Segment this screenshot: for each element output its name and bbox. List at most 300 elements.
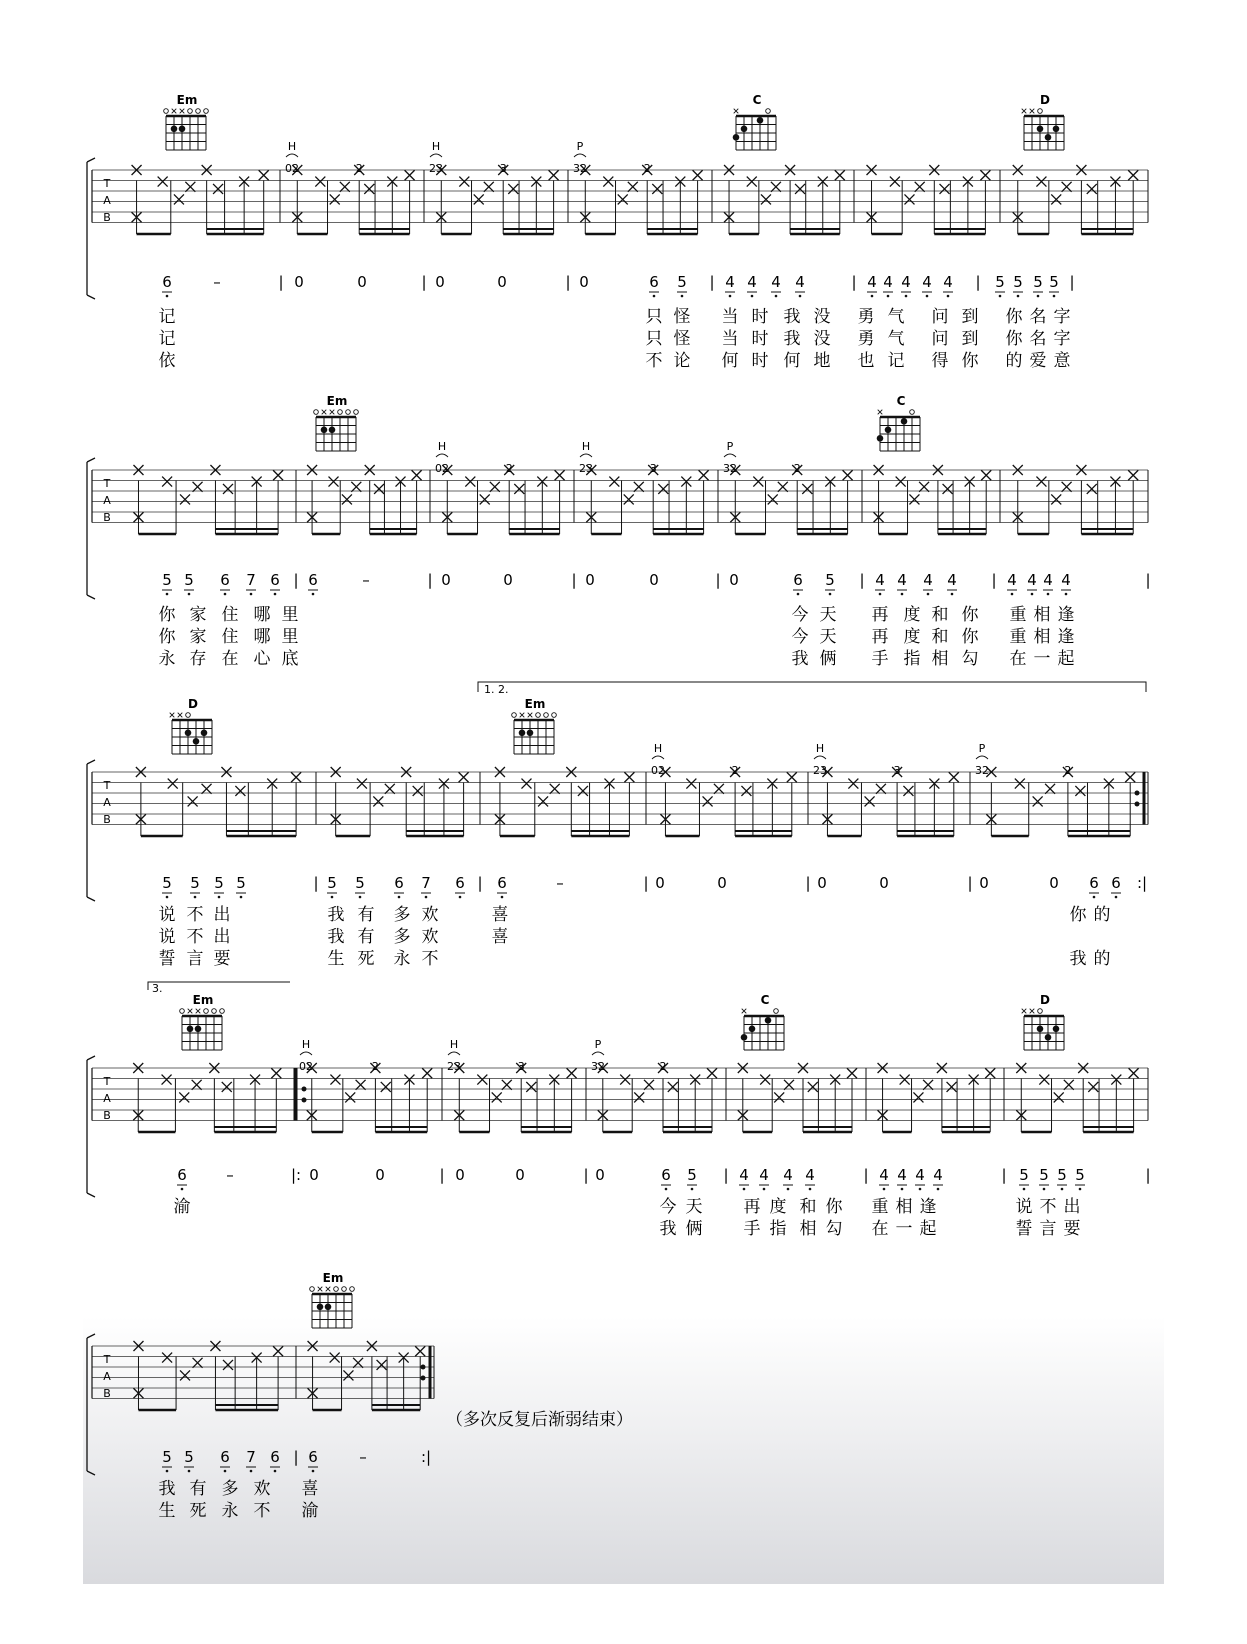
notation-note: 7 — [421, 874, 431, 892]
lyric-char: 住 — [221, 605, 239, 625]
lyric-char: 我 — [327, 905, 345, 925]
lyric-char: 言 — [186, 949, 204, 969]
lyric-char: 你 — [825, 1197, 843, 1217]
notation-note: – — [556, 874, 564, 892]
lyric-char: 住 — [221, 627, 239, 647]
lyric-char: 俩 — [685, 1219, 703, 1239]
tab-x-mark — [514, 484, 524, 494]
lyric-char: 何 — [721, 351, 739, 371]
tab-x-mark — [768, 494, 778, 504]
lyric-char: 不 — [421, 949, 439, 969]
tab-x-mark — [618, 194, 628, 204]
volta-label: 3. — [152, 982, 163, 995]
chord-diagram-d — [170, 697, 212, 754]
notation-note: | — [723, 1166, 729, 1184]
lyric-char: 逢 — [1057, 605, 1075, 625]
notation-note: 5 — [1075, 1166, 1085, 1184]
lyric-char: 里 — [281, 605, 299, 625]
lyric-char: 逢 — [1057, 627, 1075, 647]
lyric-char: 天 — [685, 1197, 703, 1217]
lyric-char: 意 — [1053, 351, 1071, 371]
notation-note: | — [421, 273, 427, 291]
lyric-char: 出 — [213, 905, 231, 925]
chord-name: Em — [322, 1271, 344, 1285]
chord-name: C — [760, 993, 770, 1007]
fret-number: 02 — [435, 462, 449, 475]
notation-note: 0 — [375, 1166, 385, 1184]
notation-note: 0 — [879, 874, 889, 892]
technique-mark: P — [576, 140, 584, 153]
lyric-char: 一 — [1033, 649, 1051, 669]
notation-note: 4 — [901, 273, 911, 291]
tab-clef-letter: A — [103, 494, 111, 507]
notation-note: 0 — [294, 273, 304, 291]
tab-x-mark — [787, 772, 797, 782]
lyric-char: 只 — [645, 329, 663, 349]
lyric-char: 相 — [1033, 605, 1051, 625]
technique-mark: H — [431, 140, 441, 153]
lyric-char: 你 — [1069, 905, 1087, 925]
lyric-char: 的 — [1093, 949, 1111, 969]
notation-note: 4 — [739, 1166, 749, 1184]
notation-note: | — [643, 874, 649, 892]
lyric-char: 度 — [903, 627, 921, 647]
fret-number: 32 — [975, 764, 989, 777]
notation-note: 5 — [355, 874, 365, 892]
notation-note: 0 — [357, 273, 367, 291]
lyric-char: 字 — [1053, 329, 1071, 349]
fret-number: 02 — [651, 764, 665, 777]
tab-clef-letter: T — [103, 477, 111, 490]
lyric-char: 不 — [1039, 1197, 1057, 1217]
tab-x-mark — [459, 177, 469, 187]
lyric-char: 的 — [1005, 351, 1023, 371]
lyric-char: 心 — [253, 649, 271, 669]
lyric-char: 今 — [659, 1197, 677, 1217]
tab-x-mark — [1045, 784, 1055, 794]
notation-note: | — [805, 874, 811, 892]
notation-note: 0 — [717, 874, 727, 892]
tab-clef-letter: B — [103, 1387, 111, 1400]
lyric-char: 手 — [871, 649, 889, 669]
chord-name: D — [188, 697, 198, 711]
notation-note: 5 — [825, 571, 835, 589]
lyric-char: 要 — [1063, 1219, 1081, 1239]
numbered-notation-2 — [162, 874, 1147, 898]
notation-note: 4 — [883, 273, 893, 291]
lyric-char: 你 — [961, 627, 979, 647]
tab-x-mark — [538, 796, 548, 806]
notation-note: 0 — [649, 571, 659, 589]
notation-note: 5 — [995, 273, 1005, 291]
lyric-char: 起 — [1057, 649, 1075, 669]
tab-x-mark — [413, 786, 423, 796]
technique-mark: H — [581, 440, 591, 453]
tab-x-mark — [1087, 484, 1097, 494]
tab-x-mark — [174, 194, 184, 204]
lyrics-1 — [159, 605, 1075, 669]
notation-note: – — [226, 1166, 234, 1184]
notation-note: 4 — [805, 1166, 815, 1184]
notation-note: 6 — [649, 273, 659, 291]
tab-x-mark — [342, 494, 352, 504]
lyric-char: 永 — [393, 949, 411, 969]
lyric-char: 到 — [961, 329, 979, 349]
chord-diagram-c — [877, 394, 920, 451]
tab-x-mark — [193, 482, 203, 492]
technique-mark: H — [449, 1038, 459, 1051]
tab-x-mark — [235, 786, 245, 796]
lyric-char: 的 — [1093, 905, 1111, 925]
notation-note: 0 — [441, 571, 451, 589]
notation-note: 5 — [1039, 1166, 1049, 1184]
tab-x-mark — [162, 477, 172, 487]
tab-x-mark — [1128, 170, 1138, 180]
tab-x-mark — [1125, 772, 1135, 782]
notation-note: | — [851, 273, 857, 291]
lyric-char: 说 — [1015, 1197, 1033, 1217]
technique-mark: H — [301, 1038, 311, 1051]
lyric-char: 在 — [871, 1219, 889, 1239]
lyrics-0 — [159, 307, 1071, 371]
notation-note: 4 — [922, 273, 932, 291]
volta-1-2 — [478, 682, 1146, 696]
notation-note: 6 — [308, 1448, 318, 1466]
lyric-char: 哪 — [253, 605, 271, 625]
lyric-char: 多 — [221, 1479, 239, 1499]
fret-number: 3 — [517, 1060, 525, 1073]
tab-x-mark — [848, 779, 858, 789]
lyric-char: 时 — [751, 307, 769, 327]
tab-x-mark — [652, 184, 662, 194]
chord-diagram-c — [733, 93, 776, 150]
notation-note: 4 — [783, 1166, 793, 1184]
lyric-char: 有 — [189, 1479, 207, 1499]
notation-note: | — [1145, 571, 1151, 589]
tab-clef-letter: B — [103, 211, 111, 224]
chord-name: D — [1040, 93, 1050, 107]
lyric-char: 你 — [961, 605, 979, 625]
notation-note: | — [439, 1166, 445, 1184]
tab-x-mark — [658, 484, 668, 494]
tab-x-mark — [459, 772, 469, 782]
lyric-char: 和 — [799, 1197, 817, 1217]
tab-x-mark — [940, 184, 950, 194]
notation-note: |: — [290, 1166, 302, 1184]
lyric-char: 渝 — [173, 1197, 191, 1217]
notation-note: 6 — [793, 571, 803, 589]
notation-note: 0 — [455, 1166, 465, 1184]
lyric-char: 多 — [393, 927, 411, 947]
tab-x-mark — [624, 772, 634, 782]
tab-x-mark — [549, 170, 559, 180]
lyric-char: 名 — [1029, 329, 1047, 349]
lyric-char: 和 — [931, 627, 949, 647]
tab-x-mark — [291, 772, 301, 782]
notation-note: 5 — [236, 874, 246, 892]
notation-note: 6 — [1089, 874, 1099, 892]
lyric-char: 没 — [813, 329, 831, 349]
notation-note: | — [975, 273, 981, 291]
lyric-char: 依 — [158, 351, 176, 371]
tab-x-mark — [981, 470, 991, 480]
tab-clef-letter: T — [103, 779, 111, 792]
lyric-char: 死 — [357, 949, 375, 969]
notation-note: | — [565, 273, 571, 291]
tab-x-mark — [699, 470, 709, 480]
fret-number: 23 — [813, 764, 827, 777]
notation-note: 0 — [503, 571, 513, 589]
notation-note: | — [583, 1166, 589, 1184]
lyric-char: 问 — [931, 307, 949, 327]
lyric-char: 重 — [1009, 627, 1027, 647]
tab-x-mark — [1033, 796, 1043, 806]
chord-diagram-em — [512, 697, 557, 754]
notation-note: 6 — [177, 1166, 187, 1184]
notation-note: 7 — [246, 571, 256, 589]
tab-x-mark — [876, 784, 886, 794]
tab-x-mark — [1128, 470, 1138, 480]
notation-note: – — [213, 273, 221, 291]
fret-number: 32 — [591, 1060, 605, 1073]
tab-x-mark — [714, 784, 724, 794]
lyric-char: 勾 — [825, 1219, 843, 1239]
lyric-char: 爱 — [1029, 351, 1047, 371]
fret-number: 2 — [659, 1060, 667, 1073]
lyric-char: 度 — [769, 1197, 787, 1217]
tab-x-mark — [223, 484, 233, 494]
tab-x-mark — [259, 170, 269, 180]
lyric-char: 天 — [819, 605, 837, 625]
lyric-char: 家 — [189, 605, 207, 625]
notation-note: | — [1145, 1166, 1151, 1184]
page-background — [83, 990, 1164, 1584]
tab-x-mark — [364, 184, 374, 194]
technique-mark: P — [978, 742, 986, 755]
technique-mark: H — [815, 742, 825, 755]
lyric-char: 没 — [813, 307, 831, 327]
notation-note: 6 — [220, 1448, 230, 1466]
notation-note: 4 — [923, 571, 933, 589]
tab-x-mark — [1062, 182, 1072, 192]
tab-clef-letter: A — [103, 796, 111, 809]
tab-x-mark — [578, 786, 588, 796]
tab-x-mark — [273, 470, 283, 480]
tab-x-mark — [180, 494, 190, 504]
notation-note: 6 — [661, 1166, 671, 1184]
tab-x-mark — [213, 184, 223, 194]
notation-note: 4 — [933, 1166, 943, 1184]
tab-clef-letter: A — [103, 1370, 111, 1383]
tab-x-mark — [374, 484, 384, 494]
notation-note: 5 — [1033, 273, 1043, 291]
lyric-char: 在 — [221, 649, 239, 669]
notation-note: 4 — [725, 273, 735, 291]
numbered-notation-1 — [162, 571, 1151, 595]
lyric-char: 渝 — [301, 1501, 319, 1521]
tab-clef-letter: B — [103, 1109, 111, 1122]
notation-note: | — [709, 273, 715, 291]
lyric-char: 你 — [961, 351, 979, 371]
tab-x-mark — [1062, 482, 1072, 492]
lyric-char: 名 — [1029, 307, 1047, 327]
notation-note: | — [427, 571, 433, 589]
notation-note: 4 — [1061, 571, 1071, 589]
tab-clef-letter: T — [103, 1353, 111, 1366]
tab-x-mark — [405, 170, 415, 180]
notation-note: | — [293, 1448, 299, 1466]
notation-note: 6 — [220, 571, 230, 589]
tab-x-mark — [761, 194, 771, 204]
lyric-char: 得 — [931, 351, 949, 371]
technique-mark: P — [594, 1038, 602, 1051]
notation-note: 0 — [435, 273, 445, 291]
lyric-char: 死 — [189, 1501, 207, 1521]
lyric-char: 重 — [871, 1197, 889, 1217]
notation-note: | — [278, 273, 284, 291]
lyric-char: 要 — [213, 949, 231, 969]
lyric-char: 天 — [819, 627, 837, 647]
technique-mark: H — [437, 440, 447, 453]
tab-x-mark — [603, 177, 613, 187]
notation-note: 4 — [1043, 571, 1053, 589]
notation-note: 6 — [455, 874, 465, 892]
tab-x-mark — [373, 796, 383, 806]
tab-x-mark — [1051, 494, 1061, 504]
fret-number: 23 — [579, 462, 593, 475]
notation-note: 5 — [162, 874, 172, 892]
tab-x-mark — [385, 784, 395, 794]
lyric-char: 我 — [158, 1479, 176, 1499]
lyric-char: 重 — [1009, 605, 1027, 625]
lyric-char: 相 — [1033, 627, 1051, 647]
tab-x-mark — [771, 182, 781, 192]
lyric-char: 家 — [189, 627, 207, 647]
fret-number: 32 — [573, 162, 587, 175]
notation-note: 5 — [327, 874, 337, 892]
tab-x-mark — [330, 194, 340, 204]
lyric-char: 起 — [919, 1219, 937, 1239]
tab-x-mark — [865, 796, 875, 806]
lyric-char: 气 — [887, 307, 905, 327]
fret-number: 2 — [371, 1060, 379, 1073]
chord-name: Em — [524, 697, 546, 711]
lyric-char: 生 — [158, 1501, 176, 1521]
lyric-char: 出 — [1063, 1197, 1081, 1217]
fret-number: 23 — [429, 162, 443, 175]
notation-note: 4 — [795, 273, 805, 291]
tab-x-mark — [949, 772, 959, 782]
tab-x-mark — [903, 786, 913, 796]
lyric-char: 生 — [327, 949, 345, 969]
fret-number: 32 — [723, 462, 737, 475]
notation-note: 5 — [190, 874, 200, 892]
chord-name: Em — [192, 993, 214, 1007]
tab-x-mark — [508, 184, 518, 194]
lyric-char: 不 — [186, 927, 204, 947]
lyric-char: 不 — [253, 1501, 271, 1521]
lyric-char: 再 — [871, 627, 889, 647]
lyric-char: 手 — [743, 1219, 761, 1239]
lyric-char: 相 — [895, 1197, 913, 1217]
lyric-char: 喜 — [491, 905, 509, 925]
notation-note: 4 — [947, 571, 957, 589]
notation-note: 6 — [162, 273, 172, 291]
lyric-char: 记 — [887, 351, 905, 371]
tab-x-mark — [980, 170, 990, 180]
lyric-char: 哪 — [253, 627, 271, 647]
lyric-char: 和 — [931, 605, 949, 625]
lyric-char: 你 — [158, 627, 176, 647]
tab-x-mark — [1087, 184, 1097, 194]
tab-x-mark — [465, 477, 475, 487]
tab-x-mark — [1036, 477, 1046, 487]
lyric-char: 欢 — [253, 1479, 271, 1499]
notation-note: | — [293, 571, 299, 589]
tab-x-mark — [412, 470, 422, 480]
lyric-char: 勇 — [857, 329, 875, 349]
notation-note: 5 — [1013, 273, 1023, 291]
fret-number: 2 — [505, 462, 513, 475]
lyric-char: 今 — [791, 605, 809, 625]
chord-name: Em — [176, 93, 198, 107]
notation-note: 4 — [897, 571, 907, 589]
tab-x-mark — [896, 477, 906, 487]
lyric-char: 度 — [903, 605, 921, 625]
lyric-char: 你 — [1005, 307, 1023, 327]
tab-x-mark — [919, 482, 929, 492]
notation-note: 6 — [497, 874, 507, 892]
lyric-char: 再 — [871, 605, 889, 625]
tab-x-mark — [158, 177, 168, 187]
lyric-char: 喜 — [301, 1479, 319, 1499]
volta-label: 1. 2. — [484, 683, 509, 696]
notation-note: 7 — [246, 1448, 256, 1466]
notation-note: 0 — [979, 874, 989, 892]
lyric-char: 问 — [931, 329, 949, 349]
lyric-char: 出 — [213, 927, 231, 947]
tab-clef-letter: T — [103, 177, 111, 190]
tab-x-mark — [943, 484, 953, 494]
tab-x-mark — [474, 194, 484, 204]
lyric-char: 我 — [327, 927, 345, 947]
tab-x-mark — [624, 494, 634, 504]
notation-note: 5 — [1049, 273, 1059, 291]
tab-x-mark — [168, 779, 178, 789]
tab-x-mark — [634, 482, 644, 492]
notation-note: 4 — [867, 273, 877, 291]
tab-x-mark — [357, 779, 367, 789]
lyric-char: 只 — [645, 307, 663, 327]
tab-x-mark — [1036, 177, 1046, 187]
notation-note: 4 — [771, 273, 781, 291]
tab-x-mark — [915, 182, 925, 192]
tab-staff-2 — [87, 742, 1148, 901]
notation-note: – — [359, 1448, 367, 1466]
tab-x-mark — [480, 494, 490, 504]
notation-note: 4 — [1007, 571, 1017, 589]
notation-note: | — [313, 874, 319, 892]
lyric-char: 欢 — [421, 927, 439, 947]
notation-note: | — [477, 874, 483, 892]
tab-x-mark — [795, 184, 805, 194]
notation-note: 6 — [270, 1448, 280, 1466]
lyric-char: 不 — [645, 351, 663, 371]
chord-diagram-d — [1022, 93, 1064, 150]
tab-x-mark — [753, 477, 763, 487]
lyric-char: 言 — [1039, 1219, 1057, 1239]
notation-note: 0 — [1049, 874, 1059, 892]
